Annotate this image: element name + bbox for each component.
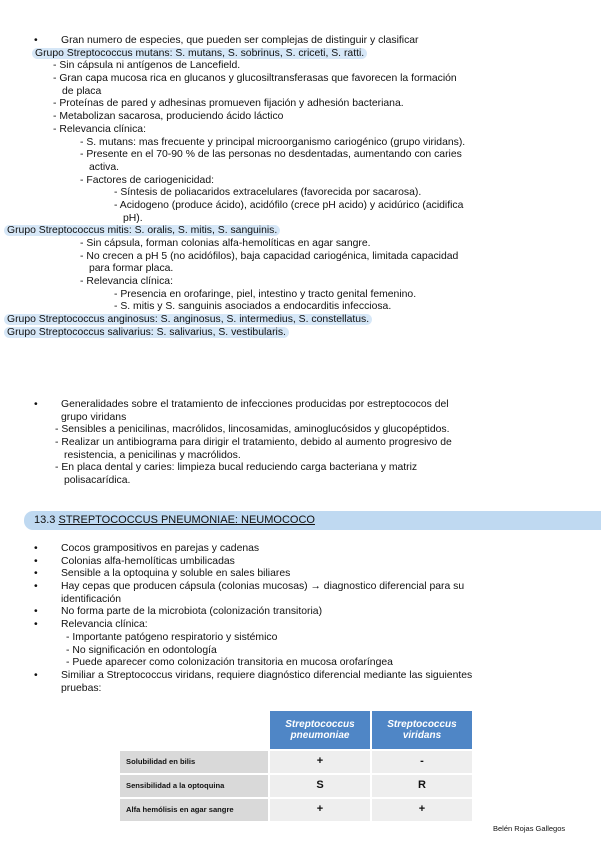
table-row-label: Sensibilidad a la optoquina — [120, 774, 269, 798]
anginosus-heading-row — [0, 314, 601, 327]
bullet-marker: • — [34, 581, 38, 593]
intro-text: Gran numero de especies, que pueden ser complejas de distinguir y clasificar — [61, 35, 419, 46]
bullet-marker: • — [34, 619, 38, 631]
pneumo-bullet — [0, 543, 601, 556]
table-row-label: Solubilidad en bilis — [120, 750, 269, 774]
mitis-line: para formar placa. — [89, 263, 174, 275]
mitis-line: - Presencia en orofaringe, piel, intestino y tracto genital femenino. — [114, 288, 417, 300]
table-cell: R — [371, 774, 472, 798]
pneumo-text: Hay cepas que producen cápsula (colonias mucosas) → diagnostico diferencial para su — [61, 581, 465, 593]
pneumo-bullet — [0, 568, 601, 581]
intro-bullet — [0, 35, 601, 48]
pneumo-text: Similiar a Streptococcus viridans, requiere diagnóstico diferencial mediante las siguientes — [61, 669, 473, 681]
table-row — [120, 750, 472, 774]
pneumo-text: Cocos grampositivos en parejas y cadenas — [61, 543, 260, 554]
table-cell: + — [269, 750, 371, 774]
section-title-text: STREPTOCOCCUS PNEUMONIAE: NEUMOCOCO — [58, 514, 315, 526]
table-cell: + — [371, 798, 472, 821]
pneumo-bullet — [0, 606, 601, 619]
bullet-marker: • — [34, 606, 38, 618]
section-number: 13.3 — [34, 514, 56, 526]
mitis-line: - S. mitis y S. sanguinis asociados a endocarditis infecciosa. — [114, 301, 392, 313]
table-row — [120, 774, 472, 798]
pneumo-text: Sensible a la optoquina y soluble en sales biliares — [61, 568, 291, 580]
table-header-row — [120, 711, 472, 750]
treatment-line: - Realizar un antibiograma para dirigir el tratamiento, debido al aumento progresivo de — [55, 437, 452, 449]
salivarius-group-heading: Grupo Streptococcus salivarius: S. salivarius, S. vestibularis. — [4, 327, 289, 338]
pneumo-bullet — [0, 556, 601, 569]
pneumo-subline: - Puede aparecer como colonización transitoria en mucosa orofaríngea — [66, 657, 393, 669]
treatment-bullet — [0, 399, 601, 412]
mitis-line: - Sin cápsula, forman colonias alfa-hemolíticas en agar sangre. — [80, 238, 371, 249]
mutans-line: - Proteínas de pared y adhesinas promueven fijación y adhesión bacteriana. — [53, 98, 404, 110]
anginosus-group-heading: Grupo Streptococcus anginosus: S. anginosus, S. intermedius, S. constellatus. — [4, 314, 372, 325]
pneumo-bullet — [0, 619, 601, 632]
mutans-line: de placa — [62, 85, 102, 97]
treatment-line: - En placa dental y caries: limpieza bucal reduciendo carga bacteriana y matriz — [55, 462, 418, 474]
treatment-text: Generalidades sobre el tratamiento de infecciones producidas por estreptococos del — [61, 399, 449, 410]
treatment-line: - Sensibles a penicilinas, macrólidos, lincosamidas, aminoglucósidos y glucopéptidos. — [55, 424, 450, 436]
mutans-heading-row — [0, 48, 601, 61]
pneumo-text: identificación — [61, 593, 122, 605]
bullet-marker: • — [34, 35, 38, 46]
pneumo-text: pruebas: — [61, 682, 102, 694]
mutans-line: - Acidogeno (produce ácido), acidófilo (crece pH acido) y acidúrico (acidifica — [114, 199, 464, 211]
pneumococcus-block — [0, 543, 601, 695]
mutans-group-heading: Grupo Streptococcus mutans: S. mutans, S. sobrinus, S. criceti, S. ratti. — [32, 48, 367, 59]
table-header-pneumoniae: Streptococcus pneumoniae — [269, 711, 371, 750]
differential-diagnosis-table — [120, 711, 472, 821]
mutans-line: - Presente en el 70-90 % de las personas no desdentadas, aumentando con caries — [80, 149, 462, 161]
viridans-groups-block — [0, 35, 601, 340]
mutans-line: - S. mutans: mas frecuente y principal microorganismo cariogénico (grupo viridans). — [80, 136, 466, 148]
mitis-group-heading: Grupo Streptococcus mitis: S. oralis, S. mitis, S. sanguinis. — [4, 225, 280, 236]
pneumo-bullet — [0, 670, 601, 683]
mutans-line: pH). — [123, 212, 143, 224]
mutans-line: - Gran capa mucosa rica en glucanos y glucosiltransferasas que favorecen la formación — [53, 73, 457, 85]
mutans-line: - Metabolizan sacarosa, produciendo ácido láctico — [53, 111, 284, 123]
pneumo-text: Relevancia clínica: — [61, 619, 148, 631]
table-row-label: Alfa hemólisis en agar sangre — [120, 798, 269, 821]
pneumo-subline: - Importante patógeno respiratorio y sistémico — [66, 631, 278, 643]
mitis-line: - Relevancia clínica: — [80, 276, 173, 288]
table-cell: - — [371, 750, 472, 774]
mitis-line: - No crecen a pH 5 (no acidófilos), baja capacidad cariogénica, limitada capacidad — [80, 250, 459, 262]
pneumo-subline: - No significación en odontología — [66, 644, 217, 656]
bullet-marker: • — [34, 669, 38, 681]
treatment-block — [0, 399, 601, 488]
treatment-text: grupo viridans — [61, 411, 127, 423]
table-header-viridans: Streptococcus viridans — [371, 711, 472, 750]
mutans-line: - Síntesis de poliacaridos extracelulares (favorecida por sacarosa). — [114, 187, 422, 199]
bullet-marker: • — [34, 543, 38, 554]
pneumo-bullet — [0, 581, 601, 594]
salivarius-heading-row — [0, 327, 601, 340]
table-row — [120, 798, 472, 821]
mutans-line: activa. — [89, 161, 120, 173]
author-footer: Belén Rojas Gallegos — [493, 824, 566, 833]
pneumo-text: No forma parte de la microbiota (colonización transitoria) — [61, 606, 323, 618]
bullet-marker: • — [34, 555, 38, 567]
treatment-line: resistencia, a penicilinas y macrólidos. — [64, 449, 241, 461]
mutans-line: - Factores de cariogenicidad: — [80, 174, 214, 186]
table-cell: S — [269, 774, 371, 798]
mitis-heading-row — [0, 225, 601, 238]
table-cell: + — [269, 798, 371, 821]
pneumo-text: Colonias alfa-hemolíticas umbilicadas — [61, 555, 235, 567]
mutans-line: - Sin cápsula ni antígenos de Lancefield. — [53, 60, 241, 72]
treatment-line: polisacarídica. — [64, 475, 131, 487]
mutans-line: - Relevancia clínica: — [53, 123, 146, 135]
table-corner-cell — [120, 711, 269, 750]
section-header — [24, 511, 601, 530]
bullet-marker: • — [34, 568, 38, 580]
section-title — [34, 514, 315, 527]
bullet-marker: • — [34, 399, 38, 410]
